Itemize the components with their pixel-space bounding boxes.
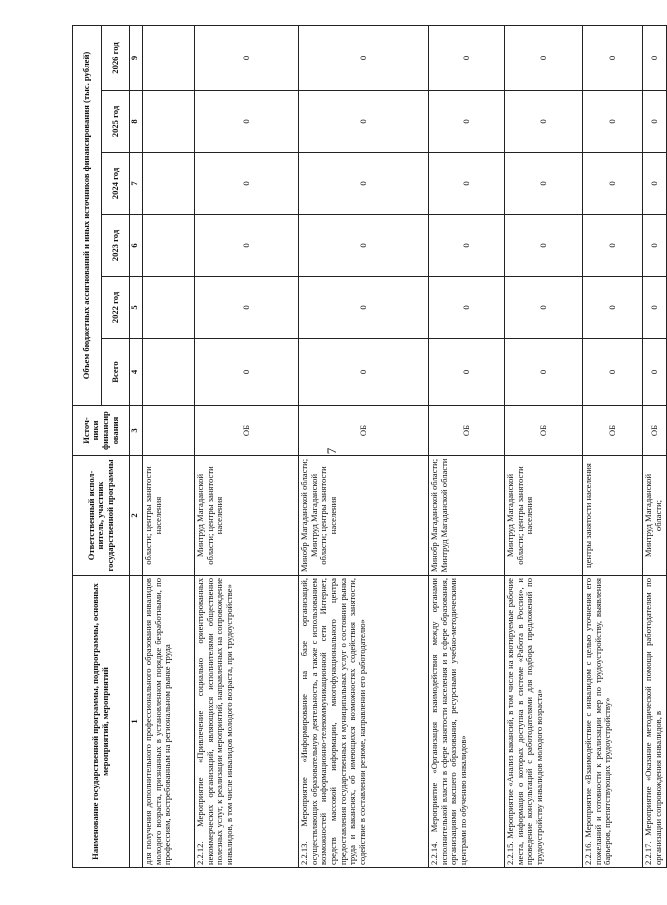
activity-name-cell: 2.2.15. Мероприятие «Анализ вакансий, в том числе на квотируемые рабочие места, информация о которых доступна в системе «Работа в России», и проведение консультаций с работодателями для подбора предложений по трудоустройству инвалидов молодого возраста» (505, 576, 583, 868)
year-value-cell: 0 (583, 91, 643, 153)
activity-name-cell: 2.2.14. Мероприятие «Организация взаимодействия между органами исполнительной власти в сфере занятости населения и в сфере образования, организациями высшего образования, ресурсными учебно-методическими центрами по обучению инвалидов» (429, 576, 505, 868)
year-value-cell: 0 (299, 91, 429, 153)
table-body (143, 25, 667, 867)
responsible-cell: области; центры занятости населения (143, 456, 195, 576)
year-value-cell: 0 (195, 25, 299, 90)
responsible-cell: Минтруд Магаданской области; (643, 456, 667, 576)
year-value-cell: 0 (643, 153, 667, 215)
year-value-cell (143, 277, 195, 339)
source-cell: ОБ (195, 406, 299, 456)
total-value-cell (143, 339, 195, 406)
table-row (643, 25, 667, 867)
table-row (583, 25, 643, 867)
table-row (143, 25, 195, 867)
responsible-cell: Минтруд Магаданской области; центры занятости населения (195, 456, 299, 576)
page-number: 7 (324, 447, 339, 455)
column-number: 1 (130, 576, 143, 868)
total-value-cell: 0 (195, 339, 299, 406)
year-value-cell: 0 (505, 25, 583, 90)
year-value-cell (143, 25, 195, 90)
table-row (429, 25, 505, 867)
total-value-cell: 0 (299, 339, 429, 406)
activity-name-cell: 2.2.12. Мероприятие «Привлечение социально ориентированных некоммерческих организаций, являющихся исполнителями общественно полезных услуг, к реализации мероприятий, направленных на сопровождение инвалидов, в том числе инвалидов молодого возраста, при трудоустройстве» (195, 576, 299, 868)
year-value-cell: 0 (583, 215, 643, 277)
header-name: Наименование государственной программы, подпрограммы, основных мероприятий, мероприятий (73, 576, 130, 868)
source-cell: ОБ (299, 406, 429, 456)
year-value-cell: 0 (195, 91, 299, 153)
year-value-cell: 0 (643, 91, 667, 153)
column-number: 4 (130, 339, 143, 406)
table-row (195, 25, 299, 867)
activity-name-cell: 2.2.16. Мероприятие «Взаимодействие с инвалидом с целью уточнения его пожеланий и готовности к реализации мер по трудоустройству, выявления барьеров, препятствующих трудоустройству» (583, 576, 643, 868)
column-number: 9 (130, 25, 143, 90)
year-value-cell (143, 91, 195, 153)
year-value-cell: 0 (643, 215, 667, 277)
activity-name-cell: для получения дополнительного профессионального образования инвалидов молодого возраста, признанных в установленном порядке безработными, по профессиям, востребованным на региональном рынке труда (143, 576, 195, 868)
header-total: Всего (102, 339, 130, 406)
header-year: 2026 год (102, 25, 130, 90)
responsible-cell: Минобр Магаданской области; Минтруд Магаданской области; центры занятости населения (299, 456, 429, 576)
activity-name-cell: 2.2.17. Мероприятие «Оказание методической помощи работодателям по организации сопровождения инвалидов, в (643, 576, 667, 868)
year-value-cell (143, 153, 195, 215)
table-row (505, 25, 583, 867)
year-value-cell: 0 (299, 215, 429, 277)
total-value-cell: 0 (583, 339, 643, 406)
program-table (72, 25, 667, 868)
table-row (299, 25, 429, 867)
column-number: 6 (130, 215, 143, 277)
column-number: 8 (130, 91, 143, 153)
header-year: 2024 год (102, 153, 130, 215)
column-number: 2 (130, 456, 143, 576)
year-value-cell: 0 (195, 153, 299, 215)
year-value-cell: 0 (429, 277, 505, 339)
year-value-cell: 0 (583, 277, 643, 339)
source-cell: ОБ (429, 406, 505, 456)
responsible-cell: Минобр Магаданской области; Минтруд Магаданской области (429, 456, 505, 576)
header-year: 2022 год (102, 277, 130, 339)
column-number: 5 (130, 277, 143, 339)
year-value-cell: 0 (299, 25, 429, 90)
source-cell (143, 406, 195, 456)
responsible-cell: центры занятости населения (583, 456, 643, 576)
header-responsible: Ответственный испол-нитель, участник государственной программы (73, 456, 130, 576)
year-value-cell: 0 (299, 153, 429, 215)
year-value-cell: 0 (195, 215, 299, 277)
year-value-cell: 0 (505, 277, 583, 339)
year-value-cell: 0 (505, 91, 583, 153)
source-cell: ОБ (643, 406, 667, 456)
year-value-cell: 0 (505, 153, 583, 215)
year-value-cell: 0 (429, 153, 505, 215)
year-value-cell: 0 (429, 215, 505, 277)
year-value-cell: 0 (429, 25, 505, 90)
year-value-cell: 0 (583, 153, 643, 215)
header-year: 2023 год (102, 215, 130, 277)
source-cell: ОБ (583, 406, 643, 456)
year-value-cell: 0 (583, 25, 643, 90)
responsible-cell: Минтруд Магаданской области; центры занятости населения (505, 456, 583, 576)
column-number-row (130, 25, 143, 867)
column-number: 7 (130, 153, 143, 215)
total-value-cell: 0 (643, 339, 667, 406)
total-value-cell: 0 (505, 339, 583, 406)
column-number: 3 (130, 406, 143, 456)
activity-name-cell: 2.2.13. Мероприятие «Информирование на базе организаций, осуществляющих образовательную деятельность, а также с использованием возможностей информационно-телекоммуникационной сети Интернет, средств массовой информации, многофункционального центра предоставления государственных и муниципальных услуг о состоянии рынка труда и вакансиях, об имеющихся возможностях содействия занятости, содействие в составлении резюме, направлении его работодателю» (299, 576, 429, 868)
header-source: Источ-ники финансир ования (73, 406, 130, 456)
source-cell: ОБ (505, 406, 583, 456)
year-value-cell (143, 215, 195, 277)
header-year: 2025 год (102, 91, 130, 153)
total-value-cell: 0 (429, 339, 505, 406)
rotated-table-container (72, 26, 663, 868)
year-value-cell: 0 (299, 277, 429, 339)
year-value-cell: 0 (643, 277, 667, 339)
year-value-cell: 0 (195, 277, 299, 339)
year-value-cell: 0 (643, 25, 667, 90)
year-value-cell: 0 (429, 91, 505, 153)
header-volume: Объем бюджетных ассигнований и иных источников финансирования (тыс. рублей) (73, 25, 102, 405)
year-value-cell: 0 (505, 215, 583, 277)
